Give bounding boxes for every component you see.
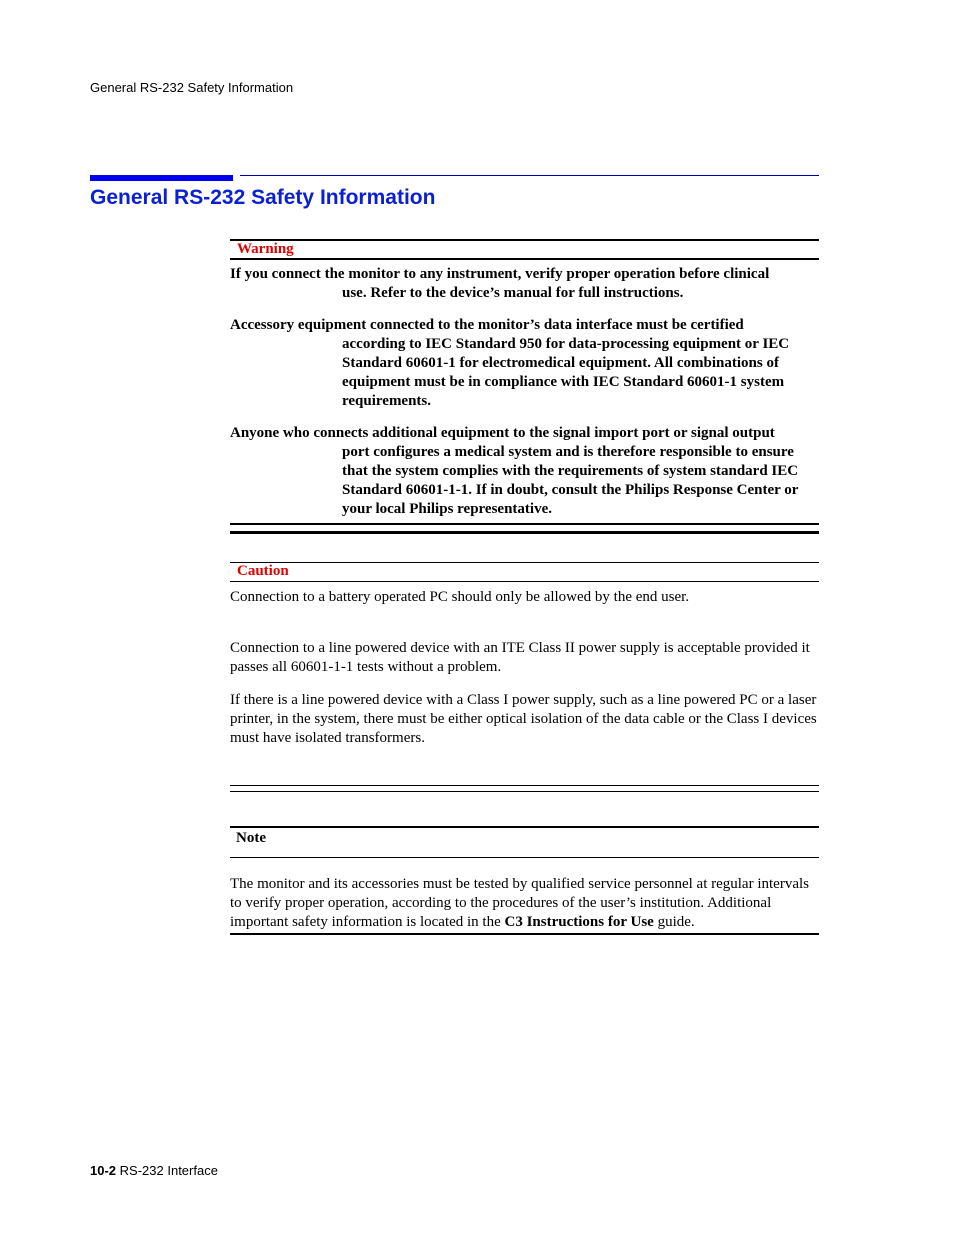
warning-paragraph-1-rest: use. Refer to the device’s manual for full instructions. <box>342 285 684 301</box>
warning-bottom-rule-2 <box>230 531 819 534</box>
note-bold-reference: C3 Instructions for Use <box>504 914 654 930</box>
warning-paragraph-3-rest: port configures a medical system and is therefore responsible to ensure that the system complies with the requirements of system standard IEC Standard 60601-1-1. If in doubt, consult the Philips Response Center or your local Philips representative. <box>342 444 799 517</box>
footer-chapter: RS-232 Interface <box>119 1163 218 1178</box>
note-bottom-rule <box>230 933 819 935</box>
warning-paragraph-2 <box>230 316 822 411</box>
warning-paragraph-2-rest: according to IEC Standard 950 for data-processing equipment or IEC Standard 60601-1 for electromedical equipment. All combinations of equipment must be in compliance with IEC Standard 60601-1 system requirements. <box>342 336 790 409</box>
caution-bottom-rule-2 <box>230 791 819 792</box>
note-label-rule <box>230 857 819 858</box>
warning-paragraph-1 <box>230 265 822 303</box>
caution-paragraph-2: Connection to a line powered device with an ITE Class II power supply is acceptable provided it passes all 60601-1-1 tests without a problem. <box>230 640 810 675</box>
page-footer <box>90 1163 218 1178</box>
note-text-before: The monitor and its accessories must be tested by qualified service personnel at regular intervals to verify proper operation, according to the procedures of the user’s institution. Additional important safety information is located in the <box>230 876 809 930</box>
heading-rule-thin <box>240 175 819 176</box>
warning-paragraph-2-first: Accessory equipment connected to the monitor’s data interface must be certified <box>230 317 744 333</box>
note-text-after: guide. <box>653 914 695 930</box>
caution-bottom-rule-1 <box>230 785 819 786</box>
caution-paragraph-1: Connection to a battery operated PC should only be allowed by the end user. <box>230 589 690 605</box>
warning-bottom-rule-1 <box>230 523 819 525</box>
caution-paragraph-3: If there is a line powered device with a Class I power supply, such as a line powered PC or a laser printer, in the system, there must be either optical isolation of the data cable or the Class I devices must have isolated transformers. <box>230 692 817 746</box>
running-header: General RS-232 Safety Information <box>90 80 294 95</box>
warning-paragraph-3-first: Anyone who connects additional equipment to the signal import port or signal output <box>230 425 775 441</box>
section-title: General RS-232 Safety Information <box>90 186 436 209</box>
page-number: 10-2 <box>90 1163 117 1178</box>
warning-label: Warning <box>237 241 294 257</box>
warning-top-rule <box>230 239 819 241</box>
caution-top-rule <box>230 562 819 563</box>
warning-label-rule <box>230 258 819 260</box>
warning-paragraph-3 <box>230 424 822 519</box>
caution-label-rule <box>230 581 819 582</box>
heading-rule-thick <box>90 175 233 181</box>
warning-paragraph-1-first: If you connect the monitor to any instrument, verify proper operation before clinical <box>230 266 770 282</box>
note-top-rule <box>230 826 819 828</box>
caution-label: Caution <box>237 563 289 579</box>
note-paragraph <box>230 875 822 932</box>
note-label: Note <box>236 830 266 846</box>
